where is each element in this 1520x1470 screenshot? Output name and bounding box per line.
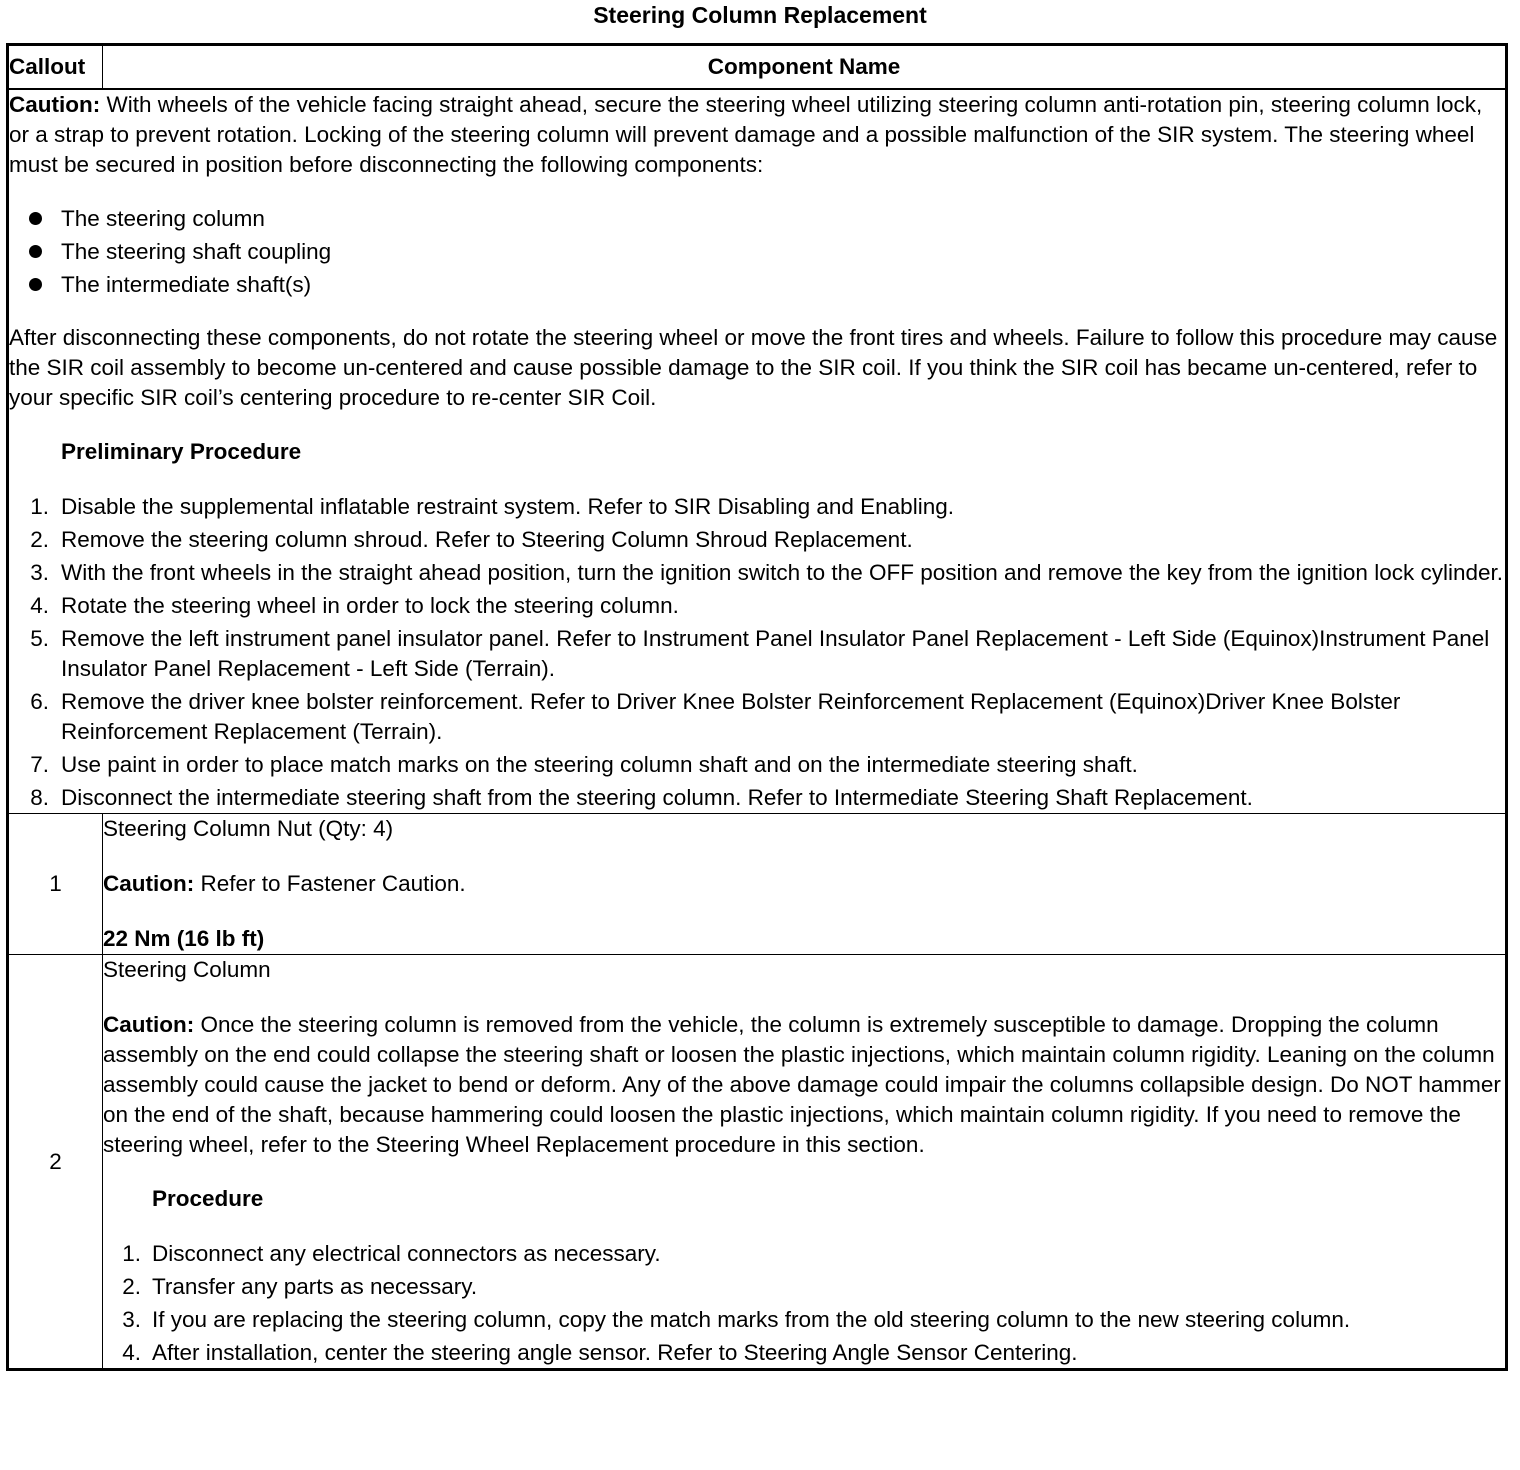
procedure-steps-list [103,1239,1505,1368]
table-row [8,955,1507,1370]
list-item: The steering column [9,202,1505,235]
caution-label: Caution: [103,1012,195,1037]
caution-label: Caution: [103,871,195,896]
component-caution: Caution: Refer to Fastener Caution. [103,871,466,896]
step-item: 1. Disconnect any electrical connectors as necessary. [122,1241,661,1266]
table-row [8,814,1507,955]
bullet-icon [29,245,42,258]
list-item: The intermediate shaft(s) [9,268,1505,301]
caution-text: With wheels of the vehicle facing straight ahead, secure the steering wheel utilizing steering column anti-rotation pin, steering column lock, or a strap to prevent rotation. Locking of the steering column will prevent damage and a possible malfunction of the SIR system. The steering wheel must be secured in position before disconnecting the following components: [9,92,1483,177]
callout-number: 2 [8,955,103,1370]
component-bullet-list [9,202,1505,301]
component-cell [103,955,1507,1370]
after-disconnect-paragraph: After disconnecting these components, do not rotate the steering wheel or move the front tires and wheels. Failure to follow this procedure may cause the SIR coil assembly to become un-centered and cause possible damage to the SIR coil. If you think the SIR coil has became un-centered, refer to your specific SIR coil’s centering procedure to re-center SIR Coil. [9,325,1498,410]
step-item: 7. Use paint in order to place match marks on the steering column shaft and on the intermediate steering shaft. [30,752,1138,777]
preliminary-steps-list [9,492,1505,813]
step-item: 6. Remove the driver knee bolster reinforcement. Refer to Driver Knee Bolster Reinforcement Replacement (Equinox)Driver Knee Bolster Reinforcement Replacement (Terrain). [30,689,1401,744]
step-item: 5. Remove the left instrument panel insulator panel. Refer to Instrument Panel Insulator Panel Replacement - Left Side (Equinox)Instrument Panel Insulator Panel Replacement - Left Side (Terrain). [30,626,1490,681]
step-item: 2. Remove the steering column shroud. Refer to Steering Column Shroud Replacement. [30,527,913,552]
step-item: 4. Rotate the steering wheel in order to lock the steering column. [30,593,679,618]
step-item: 4. After installation, center the steering angle sensor. Refer to Steering Angle Sensor Centering. [122,1340,1078,1365]
procedure-heading: Procedure [152,1186,264,1211]
header-callout: Callout [8,45,103,90]
caution-label: Caution: [9,92,101,117]
table-header-row [8,45,1507,90]
header-component-name: Component Name [103,45,1507,90]
torque-spec: 22 Nm (16 lb ft) [103,926,265,951]
component-cell [103,814,1507,955]
document-title: Steering Column Replacement [593,2,927,28]
preliminary-procedure-heading: Preliminary Procedure [61,439,302,464]
step-item: 1. Disable the supplemental inflatable restraint system. Refer to SIR Disabling and Enabling. [30,494,954,519]
bullet-icon [29,212,42,225]
bullet-icon [29,278,42,291]
caution-paragraph [9,90,1505,180]
step-item: 8. Disconnect the intermediate steering shaft from the steering column. Refer to Intermediate Steering Shaft Replacement. [30,785,1253,810]
procedure-table [6,43,1508,1371]
list-item: The steering shaft coupling [9,235,1505,268]
caution-cell [8,89,1507,814]
caution-row [8,89,1507,814]
step-item: 3. If you are replacing the steering column, copy the match marks from the old steering column to the new steering column. [122,1307,1351,1332]
step-item: 3. With the front wheels in the straight ahead position, turn the ignition switch to the OFF position and remove the key from the ignition lock cylinder. [30,560,1503,585]
component-name: Steering Column [103,957,271,982]
component-name: Steering Column Nut (Qty: 4) [103,816,394,841]
component-caution: Caution: Once the steering column is removed from the vehicle, the column is extremely susceptible to damage. Dropping the column assembly on the end could collapse the steering shaft or loosen the plastic injections, which maintain column rigidity. Leaning on the column assembly could cause the jacket to bend or deform. Any of the above damage could impair the columns collapsible design. Do NOT hammer on the end of the shaft, because hammering could loosen the plastic injections, which maintain column rigidity. If you need to remove the steering wheel, refer to the Steering Wheel Replacement procedure in this section. [103,1012,1501,1157]
callout-number: 1 [8,814,103,955]
step-item: 2. Transfer any parts as necessary. [122,1274,478,1299]
